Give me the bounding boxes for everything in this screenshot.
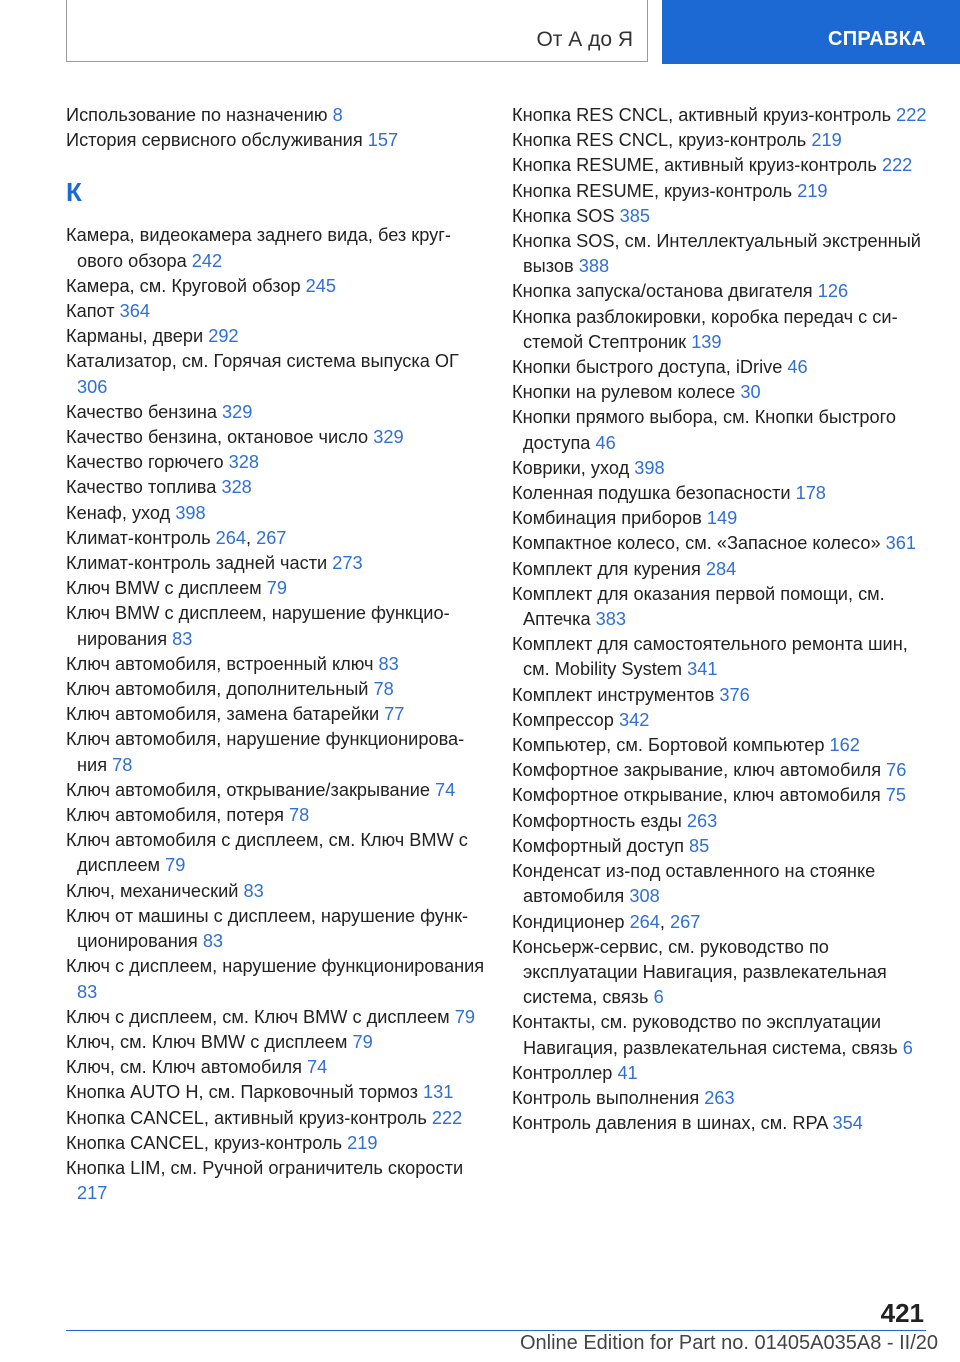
index-entry-text: Катализатор, см. Горячая система выпуска ОГ bbox=[66, 351, 459, 372]
index-entry bbox=[512, 405, 932, 455]
page-link[interactable]: 267 bbox=[670, 911, 701, 932]
index-entry-text: Компрессор bbox=[512, 709, 614, 730]
page-link[interactable]: 385 bbox=[619, 205, 650, 226]
index-entry-text: Комбинация приборов bbox=[512, 508, 702, 529]
page-link[interactable]: 131 bbox=[423, 1082, 454, 1103]
index-entry-text: Кнопки прямого выбора, см. Кнопки быстрого доступа bbox=[512, 407, 896, 453]
tab-reference[interactable] bbox=[662, 0, 960, 64]
page-link[interactable]: 329 bbox=[373, 427, 404, 448]
index-entry bbox=[66, 1080, 486, 1105]
page-link[interactable]: 219 bbox=[811, 130, 842, 151]
page-link[interactable]: 41 bbox=[617, 1062, 638, 1083]
index-entry-text: Карманы, двери bbox=[66, 326, 204, 347]
page-link[interactable]: 342 bbox=[618, 709, 650, 730]
index-entry: Кондиционер 264, 267 bbox=[512, 911, 701, 932]
page-link[interactable]: 361 bbox=[885, 533, 916, 554]
index-entry-text: Комфортное открывание, ключ автомобиля bbox=[512, 785, 881, 806]
index-entry-text: Кнопка LIM, см. Ручной ограничитель скорости bbox=[66, 1157, 464, 1178]
index-entry bbox=[66, 576, 486, 601]
index-entry-text: Камера, см. Круговой обзор bbox=[66, 275, 301, 296]
index-entry bbox=[66, 879, 486, 904]
index-entry bbox=[66, 828, 486, 878]
tab-reference-label: СПРАВКА bbox=[827, 28, 926, 50]
index-entry-text: Комплект для самостоятельного ремонта шин, см. Mobility System bbox=[512, 634, 908, 680]
index-entry bbox=[512, 481, 932, 506]
index-entry-text: Ключ, механический bbox=[66, 880, 239, 901]
index-entry bbox=[66, 1030, 486, 1055]
index-entry-text: Ключ от машины с дисплеем, нарушение функционирования bbox=[66, 905, 469, 952]
tab-a-to-z[interactable] bbox=[66, 0, 648, 62]
page-link[interactable]: 267 bbox=[256, 527, 287, 548]
page-link[interactable]: 139 bbox=[691, 331, 722, 352]
page-link[interactable]: 83 bbox=[172, 628, 193, 649]
index-entry-text: Ключ автомобиля, замена батарейки bbox=[66, 704, 380, 725]
index-entry bbox=[66, 274, 486, 299]
index-entry bbox=[512, 708, 932, 733]
index-entry-text: Ключ BMW с дисплеем, нарушение функционирования bbox=[66, 603, 450, 649]
index-entry-text: Ключ, см. Ключ BMW с дисплеем bbox=[66, 1031, 348, 1052]
index-entry-text: Кенаф, уход bbox=[66, 502, 171, 523]
index-entry bbox=[66, 1005, 486, 1030]
page-link[interactable]: 79 bbox=[454, 1006, 475, 1027]
index-entry bbox=[66, 349, 486, 399]
page-link[interactable]: 222 bbox=[881, 155, 913, 176]
index-entry-text: Контроль давления в шинах, см. RPA bbox=[512, 1113, 828, 1134]
page-link[interactable]: 222 bbox=[431, 1107, 463, 1128]
page-link[interactable]: 273 bbox=[332, 553, 363, 574]
index-entry bbox=[66, 1106, 486, 1131]
index-entry bbox=[66, 103, 486, 128]
index-entry-text: Использование по назначению bbox=[66, 105, 328, 125]
index-entry bbox=[512, 733, 932, 758]
index-entry-text: Ключ с дисплеем, см. Ключ BMW с дисплеем bbox=[66, 1006, 450, 1027]
index-entry bbox=[512, 809, 932, 834]
page-link[interactable]: 162 bbox=[829, 735, 860, 756]
page-link[interactable]: 306 bbox=[77, 376, 108, 397]
footer-edition: Online Edition for Part no. 01405A035A8 - II/20 bbox=[519, 1332, 938, 1354]
index-entry-text: Комфортность езды bbox=[512, 810, 682, 831]
index-entry bbox=[512, 935, 932, 1011]
page-link[interactable]: 292 bbox=[208, 326, 239, 347]
index-entry bbox=[512, 204, 932, 229]
index-entry-text: Кнопки быстрого доступа, iDrive bbox=[512, 357, 783, 378]
index-entry-text: Ключ автомобиля, встроенный ключ bbox=[66, 653, 374, 674]
index-entry bbox=[512, 229, 932, 279]
page-link[interactable]: 30 bbox=[740, 382, 761, 403]
page-link[interactable]: 83 bbox=[202, 931, 224, 952]
index-entry bbox=[66, 501, 486, 526]
page-link[interactable]: 245 bbox=[305, 275, 337, 296]
index-entry-text: Качество бензина bbox=[66, 401, 217, 422]
index-entry bbox=[512, 128, 932, 153]
index-column-right bbox=[512, 103, 932, 1136]
page-link[interactable]: 328 bbox=[221, 477, 252, 498]
page-link[interactable]: 376 bbox=[719, 684, 750, 705]
index-entry bbox=[512, 305, 932, 355]
index-entry bbox=[66, 702, 486, 727]
index-entry bbox=[512, 859, 932, 909]
index-entry-text: Коврики, уход bbox=[512, 457, 630, 478]
index-entry-text: Капот bbox=[66, 301, 115, 322]
index-entry-text: Камера, видеокамера заднего вида, без кругового обзора bbox=[66, 225, 451, 271]
index-entry-text: Контакты, см. руководство по эксплуатации Навигация, развлекательная система, связь bbox=[512, 1012, 898, 1058]
index-entry bbox=[512, 557, 932, 582]
index-entry bbox=[66, 475, 486, 500]
page-link[interactable]: 329 bbox=[222, 401, 253, 422]
page-link[interactable]: 263 bbox=[686, 810, 718, 831]
page-link[interactable]: 126 bbox=[817, 281, 849, 302]
index-column-left bbox=[66, 103, 486, 1206]
index-entry-text: Кнопка AUTO H, см. Парковочный тормоз bbox=[66, 1082, 418, 1103]
page-link[interactable]: 79 bbox=[165, 855, 186, 876]
index-entry bbox=[66, 551, 486, 576]
index-entry-text: Комплект для курения bbox=[512, 558, 701, 579]
index-entry-text: Ключ автомобиля, открывание/закрывание bbox=[66, 779, 430, 800]
page-link[interactable]: 222 bbox=[896, 105, 927, 125]
tab-a-to-z-label: От А до Я bbox=[536, 28, 633, 51]
index-entry-text: Ключ автомобиля, потеря bbox=[66, 805, 284, 826]
page-link[interactable]: 178 bbox=[795, 483, 826, 504]
index-entry-text: Кнопки на рулевом колесе bbox=[512, 382, 736, 403]
index-entry-text: Компьютер, см. Бортовой компьютер bbox=[512, 735, 825, 756]
page-link[interactable]: 264 bbox=[629, 911, 660, 932]
page-link[interactable]: 264 bbox=[215, 527, 246, 548]
index-entry-text: Контроль выполнения bbox=[512, 1087, 700, 1108]
index-entry bbox=[512, 103, 932, 128]
index-entry bbox=[66, 1156, 486, 1206]
index-entry bbox=[512, 1111, 932, 1136]
index-entry bbox=[66, 324, 486, 349]
index-entry bbox=[66, 601, 486, 651]
page-link[interactable]: 46 bbox=[787, 357, 808, 378]
page-header bbox=[0, 0, 960, 64]
index-entry bbox=[66, 954, 486, 1004]
page-link[interactable]: 157 bbox=[367, 130, 399, 151]
page-link[interactable]: 219 bbox=[797, 180, 828, 201]
index-entry bbox=[66, 677, 486, 702]
index-entry-text: Климат-контроль задней части bbox=[66, 553, 328, 574]
index-entry bbox=[66, 1055, 486, 1080]
page-link[interactable]: 354 bbox=[832, 1113, 863, 1134]
page-link[interactable]: 8 bbox=[332, 105, 343, 125]
index-entry bbox=[512, 582, 932, 632]
index-entry-text: Кнопка RESUME, активный круиз-контроль bbox=[512, 155, 877, 176]
index-entry-text: Ключ BMW с дисплеем bbox=[66, 578, 262, 599]
index-entry bbox=[512, 179, 932, 204]
index-entry-text: Ключ автомобиля, дополнительный bbox=[66, 679, 369, 700]
index-entry bbox=[512, 153, 932, 178]
index-entry bbox=[66, 128, 486, 153]
index-entry bbox=[512, 456, 932, 481]
index-entry-text: Качество горючего bbox=[66, 452, 224, 473]
index-entry-text: Кнопка разблокировки, коробка передач с системой Стептроник bbox=[512, 306, 898, 352]
page-link[interactable]: 383 bbox=[595, 609, 626, 630]
index-entry bbox=[66, 425, 486, 450]
index-entry bbox=[512, 355, 932, 380]
index-entry-text: Климат-контроль bbox=[66, 527, 211, 548]
index-entry-text: Качество бензина, октановое число bbox=[66, 427, 369, 448]
index-entry bbox=[66, 727, 486, 777]
page-link[interactable]: 46 bbox=[595, 432, 616, 453]
index-entry bbox=[66, 223, 486, 273]
page-link[interactable]: 85 bbox=[689, 835, 710, 856]
index-entry-text: Кнопка RES CNCL, активный круиз-контроль bbox=[512, 105, 892, 125]
index-entry bbox=[66, 450, 486, 475]
index-entry-text: Коленная подушка безопасности bbox=[512, 483, 791, 504]
page-link[interactable]: 149 bbox=[706, 508, 738, 529]
index-entry bbox=[512, 1010, 932, 1060]
index-entry bbox=[512, 380, 932, 405]
index-entry-text: Кнопка RESUME, круиз-контроль bbox=[512, 180, 793, 201]
page-link[interactable]: 79 bbox=[352, 1031, 373, 1052]
index-entry bbox=[512, 683, 932, 708]
page-link[interactable]: 398 bbox=[634, 457, 665, 478]
index-entry-text: Ключ автомобиля, нарушение функционирования bbox=[66, 729, 465, 775]
index-entry-text: Кнопка CANCEL, активный круиз-контроль bbox=[66, 1107, 427, 1128]
page-link[interactable]: 328 bbox=[228, 452, 260, 473]
index-entry bbox=[512, 1086, 932, 1111]
index-entry-text: Кнопка CANCEL, круиз-контроль bbox=[66, 1132, 343, 1153]
index-entry bbox=[66, 1131, 486, 1156]
page-link[interactable]: 75 bbox=[885, 785, 906, 806]
page-link[interactable]: 74 bbox=[435, 779, 456, 800]
index-entry-text: Компактное колесо, см. «Запасное колесо» bbox=[512, 533, 881, 554]
index-entry-text: Консьерж-сервис, см. руководство по эксплуатации Навигация, развлекательная система, связь bbox=[512, 936, 887, 1008]
page-link[interactable]: 388 bbox=[578, 256, 610, 277]
index-entry bbox=[66, 778, 486, 803]
page-link[interactable]: 308 bbox=[629, 886, 660, 907]
index-entry-text: История сервисного обслуживания bbox=[66, 130, 363, 151]
index-entry bbox=[512, 632, 932, 682]
index-entry-text: Конденсат из-под оставленного на стоянке автомобиля bbox=[512, 861, 876, 907]
page-link[interactable]: 77 bbox=[384, 704, 405, 725]
index-entry: Климат-контроль 264, 267 bbox=[66, 527, 287, 548]
index-entry-text: Комфортное закрывание, ключ автомобиля bbox=[512, 760, 882, 781]
index-entry-text: Комплект инструментов bbox=[512, 684, 715, 705]
index-entry bbox=[512, 834, 932, 859]
index-entry-text: Комфортный доступ bbox=[512, 835, 684, 856]
page-link[interactable]: 6 bbox=[653, 987, 664, 1008]
index-entry bbox=[66, 652, 486, 677]
page-link[interactable]: 217 bbox=[77, 1183, 108, 1204]
index-entry-text: Ключ, см. Ключ автомобиля bbox=[66, 1057, 302, 1078]
page-link[interactable]: 263 bbox=[704, 1087, 735, 1108]
index-entry bbox=[66, 400, 486, 425]
page-link[interactable]: 78 bbox=[288, 805, 310, 826]
index-entry bbox=[66, 299, 486, 324]
index-entry bbox=[66, 904, 486, 954]
section-letter: К bbox=[66, 177, 82, 208]
index-entry-text: Кнопка RES CNCL, круиз-контроль bbox=[512, 130, 807, 151]
index-entry bbox=[66, 803, 486, 828]
page-link[interactable]: 284 bbox=[705, 558, 737, 579]
page-link[interactable]: 364 bbox=[119, 301, 151, 322]
index-entry-text: Ключ с дисплеем, нарушение функционирования bbox=[66, 956, 485, 977]
page-link[interactable]: 341 bbox=[687, 659, 718, 680]
page-link[interactable]: 219 bbox=[347, 1132, 378, 1153]
page-number: 421 bbox=[880, 1298, 924, 1328]
page-link[interactable]: 6 bbox=[902, 1037, 913, 1058]
index-entry bbox=[512, 531, 932, 556]
index-entry bbox=[512, 758, 932, 783]
page-link[interactable]: 79 bbox=[266, 578, 287, 599]
page-link[interactable]: 78 bbox=[373, 679, 394, 700]
index-entry-text: Кнопка SOS bbox=[512, 205, 615, 226]
index-entry bbox=[512, 783, 932, 808]
index-entry-text: Качество топлива bbox=[66, 477, 217, 498]
index-entry-text: Контроллер bbox=[512, 1062, 613, 1083]
index-entry-text: Кнопка запуска/останова двигателя bbox=[512, 281, 813, 302]
index-entry bbox=[512, 506, 932, 531]
page-link[interactable]: 76 bbox=[886, 760, 907, 781]
page-link[interactable]: 78 bbox=[112, 754, 133, 775]
page-link[interactable]: 83 bbox=[378, 653, 399, 674]
index-entry bbox=[512, 279, 932, 304]
index-entry-text: Кондиционер bbox=[512, 911, 625, 932]
index-entry-text: Ключ автомобиля с дисплеем, см. Ключ BMW с дисплеем bbox=[66, 830, 468, 876]
page-link[interactable]: 242 bbox=[191, 250, 223, 271]
page-link[interactable]: 74 bbox=[307, 1057, 328, 1078]
page-link[interactable]: 83 bbox=[77, 981, 98, 1002]
page-link[interactable]: 398 bbox=[175, 502, 206, 523]
index-entry-text: Комплект для оказания первой помощи, см. Аптечка bbox=[512, 583, 885, 630]
index-entry bbox=[512, 1061, 932, 1086]
index-entry-text: Кнопка SOS, см. Интеллектуальный экстренный вызов bbox=[512, 231, 921, 277]
page-link[interactable]: 83 bbox=[243, 880, 264, 901]
footer-divider bbox=[66, 1330, 926, 1331]
